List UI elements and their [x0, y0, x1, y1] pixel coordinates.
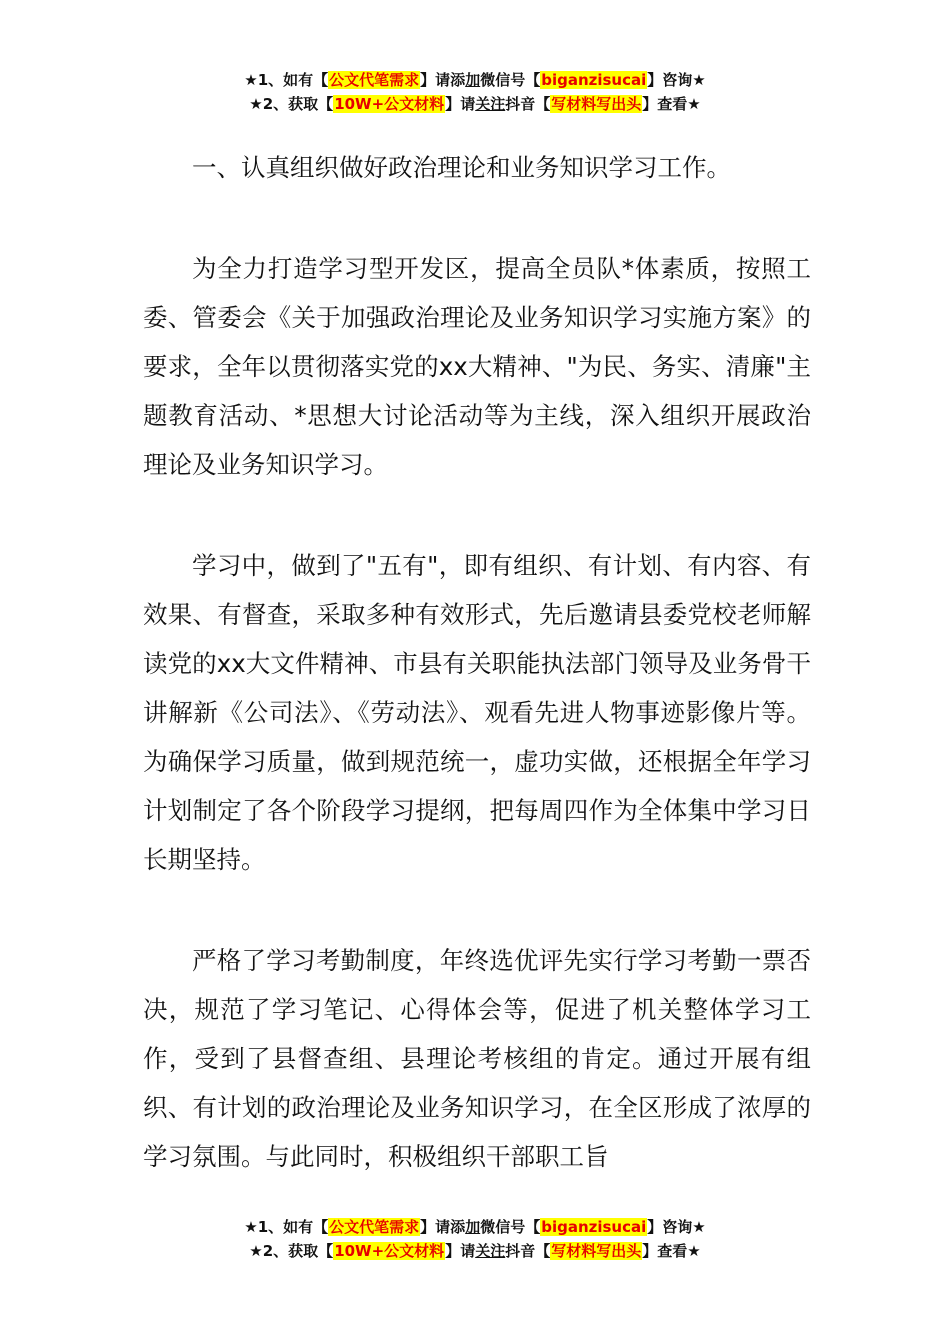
banner-text: 】查看★ — [642, 1242, 701, 1260]
banner-text: 抖音【 — [505, 95, 551, 113]
banner-text: 微信号【 — [480, 1218, 541, 1236]
banner-text: ★1、如有【 — [244, 1218, 329, 1236]
highlight-douyin: 写材料写出头 — [551, 95, 642, 113]
banner-line-2 — [0, 92, 950, 116]
banner-text: ★2、获取【 — [249, 95, 334, 113]
paragraph: 学习中，做到了"五有"，即有组织、有计划、有内容、有效果、有督查，采取多种有效形式，先后邀请县委党校老师解读党的xx大文件精神、市县有关职能执法部门领导及业务骨干讲解新《公司法》、《劳动法》、观看先进人物事迹影像片等。为确保学习质量，做到规范统一，虚功实做，还根据全年学习计划制定了各个阶段学习提纲，把每周四作为全体集中学习日长期坚持。 — [143, 551, 811, 874]
banner-text-underlined: 加 — [465, 71, 481, 89]
banner-text: 】咨询★ — [647, 71, 706, 89]
banner-text: ★1、如有【 — [244, 71, 329, 89]
banner-line-1 — [0, 68, 950, 92]
footer-banner — [0, 1215, 950, 1263]
banner-text: ★2、获取【 — [249, 1242, 334, 1260]
highlight-service: 公文代笔需求 — [329, 1218, 420, 1236]
banner-line-1 — [0, 1215, 950, 1239]
highlight-wechat-id: biganzisucai — [541, 1218, 647, 1236]
banner-text: 】请 — [445, 95, 476, 113]
paragraph: 为全力打造学习型开发区，提高全员队*体素质，按照工委、管委会《关于加强政治理论及业务知识学习实施方案》的要求，全年以贯彻落实党的xx大精神、"为民、务实、清廉"主题教育活动、*思想大讨论活动等为主线，深入组织开展政治理论及业务知识学习。 — [143, 254, 811, 479]
section-heading: 一、认真组织做好政治理论和业务知识学习工作。 — [192, 153, 731, 182]
highlight-materials: 10W+公文材料 — [334, 95, 445, 113]
highlight-service: 公文代笔需求 — [329, 71, 420, 89]
banner-text: 抖音【 — [505, 1242, 551, 1260]
document-body — [143, 143, 811, 1233]
banner-text-underlined: 加 — [465, 1218, 481, 1236]
banner-text-underlined: 关注 — [475, 95, 506, 113]
banner-text: 微信号【 — [480, 71, 541, 89]
banner-text: 】请添 — [420, 1218, 466, 1236]
banner-text: 】请添 — [420, 71, 466, 89]
banner-text: 】咨询★ — [647, 1218, 706, 1236]
highlight-materials: 10W+公文材料 — [334, 1242, 445, 1260]
banner-text-underlined: 关注 — [475, 1242, 506, 1260]
paragraph: 严格了学习考勤制度，年终选优评先实行学习考勤一票否决，规范了学习笔记、心得体会等，促进了机关整体学习工作，受到了县督查组、县理论考核组的肯定。通过开展有组织、有计划的政治理论及业务知识学习，在全区形成了浓厚的学习氛围。与此同时，积极组织干部职工旨 — [143, 946, 811, 1171]
banner-text: 】请 — [445, 1242, 476, 1260]
banner-line-2 — [0, 1239, 950, 1263]
highlight-wechat-id: biganzisucai — [541, 71, 647, 89]
banner-text: 】查看★ — [642, 95, 701, 113]
highlight-douyin: 写材料写出头 — [551, 1242, 642, 1260]
header-banner — [0, 68, 950, 116]
